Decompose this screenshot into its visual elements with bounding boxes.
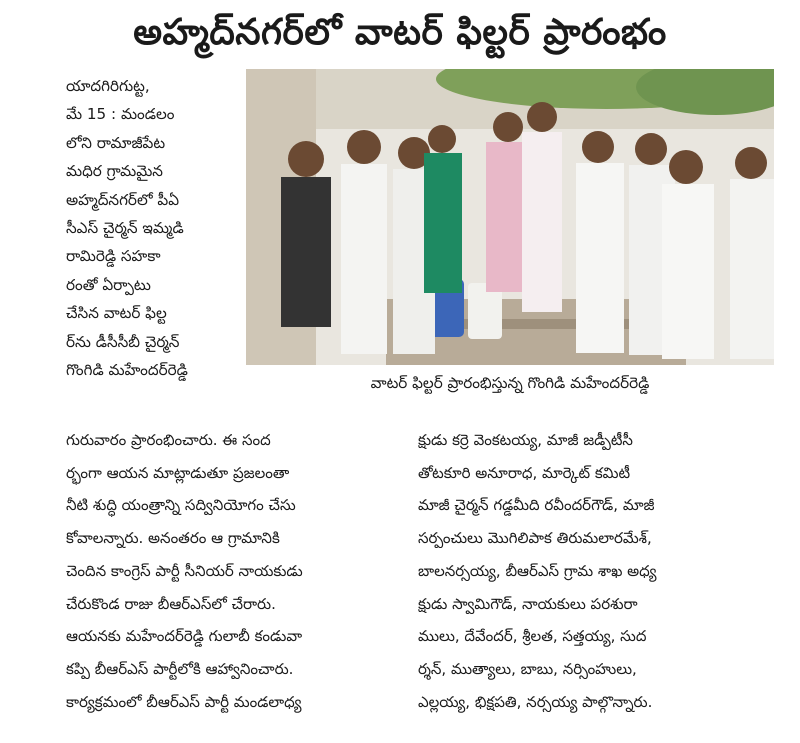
text-line: తోటకూరి అనూరాధ, మార్కెట్ కమిటీ — [418, 463, 631, 482]
photo-caption: వాటర్ ఫిల్టర్ ప్రారంభిస్తున్న గొంగిడి మహేందర్‌రెడ్డి — [370, 374, 650, 392]
text-line: క్షుడు కర్రె వెంకటయ్య, మాజీ జడ్పీటీసీ — [418, 431, 633, 449]
text-line: ఎల్లయ్య, భిక్షపతి, నర్సయ్య పాల్గొన్నారు. — [418, 692, 653, 711]
text-line: కప్పి బీఆర్‌ఎస్ పార్టీలోకి ఆహ్వానించారు. — [66, 659, 294, 678]
text-line: గురువారం ప్రారంభించారు. ఈ సంద — [66, 431, 271, 449]
body-column-right — [418, 424, 774, 736]
text-line: ర్భంగా ఆయన మాట్లాడుతూ ప్రజలంతా — [66, 463, 290, 482]
text-line: కోవాలన్నారు. అనంతరం ఆ గ్రామానికి — [66, 529, 280, 548]
body-column-left — [66, 424, 414, 736]
text-line: ర్‌ను డీసీసీబీ చైర్మన్ — [66, 332, 180, 351]
text-line: అహ్మద్‌నగర్‌లో పీఏ — [66, 190, 179, 209]
text-line: బాలనర్సయ్య, బీఆర్‌ఎస్ గ్రామ శాఖ అధ్య — [418, 561, 657, 580]
text-line: చెందిన కాంగ్రెస్ పార్టీ సీనియర్ నాయకుడు — [66, 561, 303, 580]
text-line: లోని రామాజీపేట — [66, 133, 166, 152]
text-line: నీటి శుద్ధి యంత్రాన్ని సద్వినియోగం చేసు — [66, 496, 296, 515]
text-line: ర్శన్, ముత్యాలు, బాబు, నర్సింహులు, — [418, 659, 637, 678]
text-line: సర్పంచులు మొగిలిపాక తిరుమలారమేశ్, — [418, 529, 652, 548]
text-line: కార్యక్రమంలో బీఆర్‌ఎస్ పార్టీ మండలాధ్య — [66, 692, 302, 711]
text-line: మధిర గ్రామమైన — [66, 162, 163, 181]
text-line: రంతో ఏర్పాటు — [66, 275, 151, 294]
headline: అహ్మద్‌నగర్‌లో వాటర్ ఫిల్టర్ ప్రారంభం — [133, 12, 667, 53]
text-line: మాజీ చైర్మన్ గడ్డమీది రవీందర్‌గౌడ్, మాజీ — [418, 496, 655, 515]
text-line: చేరుకొండ రాజు బీఆర్‌ఎస్‌లో చేరారు. — [66, 594, 276, 613]
text-line: మే 15 : మండలం — [66, 105, 175, 124]
event-photo-illustration — [246, 69, 774, 365]
text-line: యాదగిరిగుట్ట, — [66, 77, 150, 95]
text-line: క్షుడు స్వామిగౌడ్, నాయకులు పరశురా — [418, 594, 638, 613]
intro-column — [66, 72, 244, 417]
news-photo — [246, 69, 774, 365]
text-line: ములు, దేవేందర్, శ్రీలత, సత్తయ్య, సుద — [418, 627, 647, 646]
text-line: గొంగిడి మహేందర్‌రెడ్డి — [66, 361, 188, 380]
text-line: ఆయనకు మహేందర్‌రెడ్డి గులాబీ కండువా — [66, 627, 303, 646]
text-line: సీఎస్ చైర్మన్ ఇమ్మడి — [66, 219, 184, 238]
text-line: చేసిన వాటర్ ఫిల్ట — [66, 304, 167, 323]
text-line: రామిరెడ్డి సహకా — [66, 247, 161, 266]
